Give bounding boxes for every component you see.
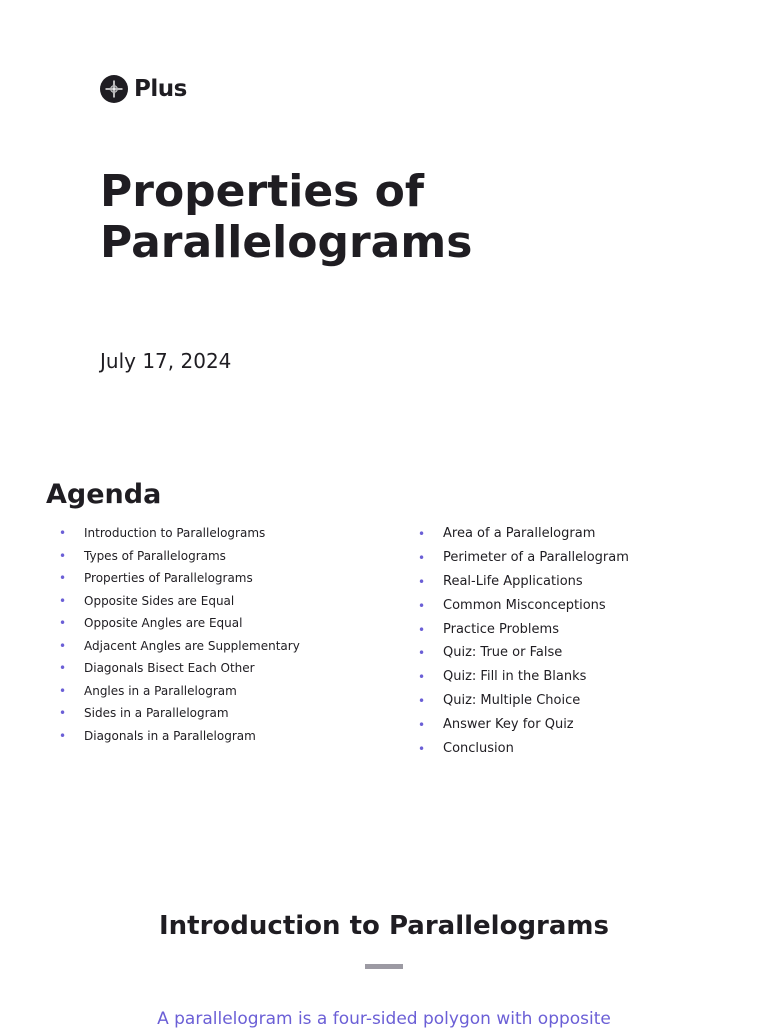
agenda-item bbox=[418, 715, 629, 739]
agenda-item bbox=[418, 548, 629, 572]
agenda-item-label: Diagonals Bisect Each Other bbox=[84, 661, 255, 675]
agenda-item bbox=[59, 547, 300, 570]
section-heading: Introduction to Parallelograms bbox=[159, 911, 609, 941]
agenda-item bbox=[59, 727, 300, 750]
agenda-item-label: Opposite Sides are Equal bbox=[84, 593, 235, 608]
agenda-item-label: Adjacent Angles are Supplementary bbox=[84, 638, 300, 653]
bullet-icon: • bbox=[59, 661, 67, 675]
agenda-item bbox=[59, 704, 300, 727]
bullet-icon: • bbox=[59, 728, 67, 743]
agenda-item-label: Real-Life Applications bbox=[443, 573, 583, 589]
bullet-icon: • bbox=[59, 593, 67, 608]
bullet-icon: • bbox=[418, 527, 426, 541]
agenda-item-label: Quiz: True or False bbox=[443, 645, 563, 661]
agenda-item bbox=[59, 614, 300, 637]
agenda-item bbox=[59, 592, 300, 615]
bullet-icon: • bbox=[59, 571, 67, 585]
agenda-item-label: Angles in a Parallelogram bbox=[84, 683, 237, 698]
document-title: Properties of Parallelograms bbox=[100, 166, 473, 268]
agenda-item-label: Answer Key for Quiz bbox=[443, 717, 574, 733]
agenda-item-label: Opposite Angles are Equal bbox=[84, 616, 243, 630]
agenda-item bbox=[418, 739, 629, 763]
brand-logo bbox=[100, 75, 187, 103]
agenda-item bbox=[59, 682, 300, 705]
agenda-item bbox=[418, 691, 629, 715]
agenda-item-label: Common Misconceptions bbox=[443, 597, 606, 613]
agenda-item bbox=[59, 637, 300, 660]
bullet-icon: • bbox=[59, 638, 67, 653]
bullet-icon: • bbox=[418, 598, 426, 613]
agenda-item-label: Sides in a Parallelogram bbox=[84, 706, 229, 720]
bullet-icon: • bbox=[418, 646, 426, 661]
bullet-icon: • bbox=[418, 622, 426, 637]
agenda-item bbox=[59, 569, 300, 592]
agenda-item bbox=[418, 620, 629, 644]
agenda-item bbox=[418, 596, 629, 620]
agenda-heading: Agenda bbox=[46, 479, 162, 510]
agenda-item bbox=[59, 659, 300, 682]
plus-logo-icon bbox=[100, 75, 128, 103]
bullet-icon: • bbox=[59, 683, 67, 698]
bullet-icon: • bbox=[59, 548, 67, 563]
agenda-item-label: Properties of Parallelograms bbox=[84, 571, 253, 585]
agenda-item-label: Area of a Parallelogram bbox=[443, 526, 596, 541]
agenda-item-label: Introduction to Parallelograms bbox=[84, 526, 266, 540]
agenda-item bbox=[418, 667, 629, 691]
agenda-item-label: Practice Problems bbox=[443, 621, 559, 637]
bullet-icon: • bbox=[418, 694, 426, 709]
agenda-item-label: Conclusion bbox=[443, 741, 514, 757]
bullet-icon: • bbox=[59, 526, 67, 540]
section-divider bbox=[365, 964, 403, 969]
agenda-list-right bbox=[418, 524, 629, 763]
agenda-list-left bbox=[59, 524, 300, 749]
agenda-item-label: Quiz: Fill in the Blanks bbox=[443, 669, 587, 685]
bullet-icon: • bbox=[59, 616, 67, 630]
bullet-icon: • bbox=[59, 706, 67, 720]
agenda-item bbox=[418, 643, 629, 667]
agenda-item-label: Diagonals in a Parallelogram bbox=[84, 728, 256, 743]
section-intro-text: A parallelogram is a four-sided polygon with opposite bbox=[157, 1009, 611, 1029]
bullet-icon: • bbox=[418, 670, 426, 685]
bullet-icon: • bbox=[418, 550, 426, 565]
agenda-item-label: Quiz: Multiple Choice bbox=[443, 693, 581, 709]
bullet-icon: • bbox=[418, 574, 426, 589]
bullet-icon: • bbox=[418, 718, 426, 733]
agenda-item-label: Perimeter of a Parallelogram bbox=[443, 549, 629, 565]
agenda-item bbox=[418, 524, 629, 548]
document-date: July 17, 2024 bbox=[100, 349, 232, 373]
brand-name: Plus bbox=[134, 76, 187, 102]
agenda-item bbox=[418, 572, 629, 596]
agenda-item-label: Types of Parallelograms bbox=[84, 548, 226, 563]
bullet-icon: • bbox=[418, 742, 426, 757]
agenda-item bbox=[59, 524, 300, 547]
